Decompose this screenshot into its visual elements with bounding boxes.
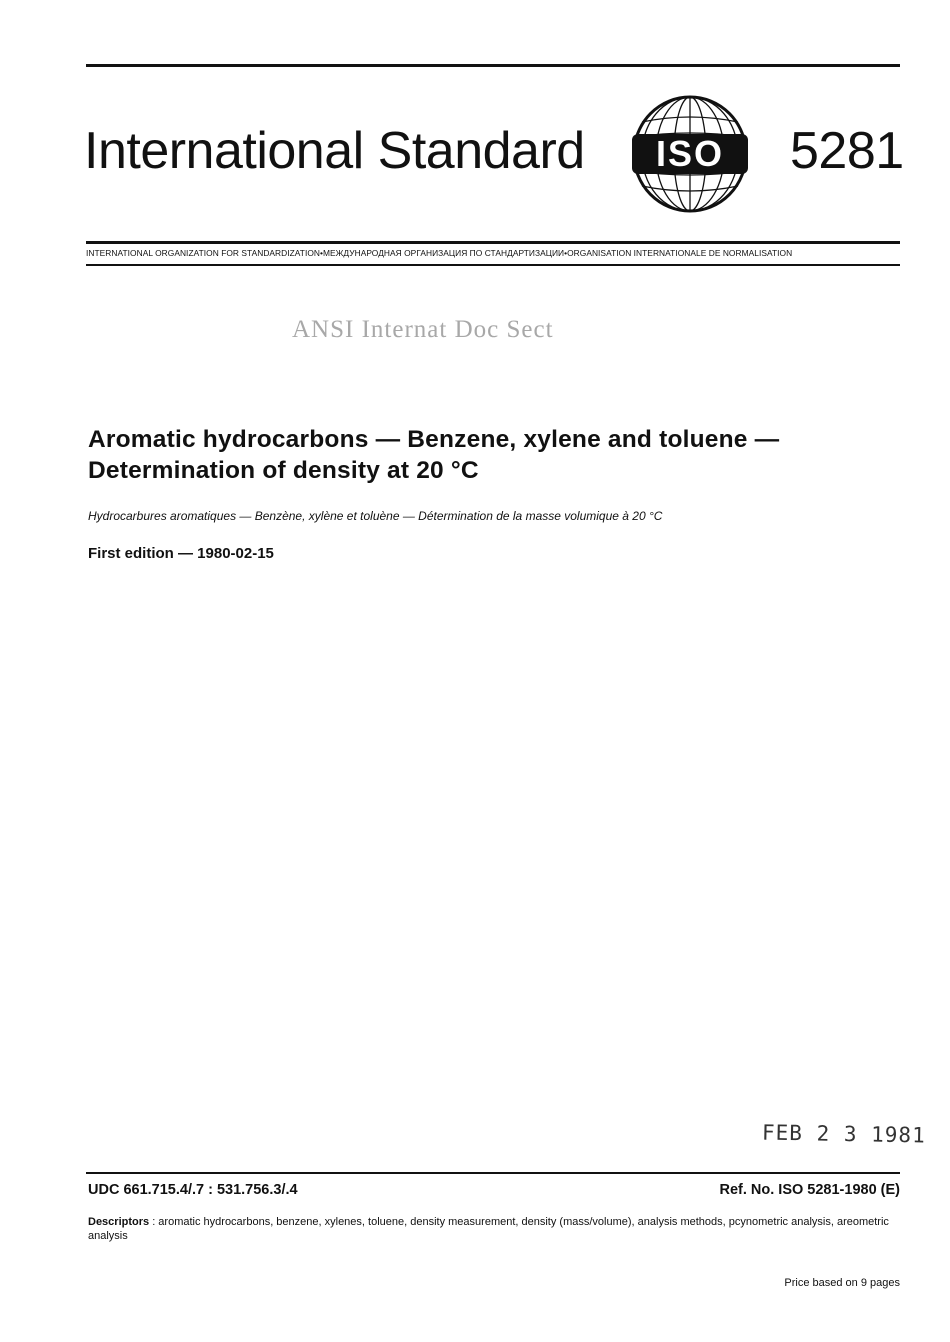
document-type-heading: International Standard [84, 122, 585, 180]
top-rule [86, 64, 900, 67]
udc-code: UDC 661.715.4/.7 : 531.756.3/.4 [88, 1182, 298, 1198]
iso-logo [620, 92, 760, 216]
ansi-stamp: ANSI Internat Doc Sect [292, 316, 554, 343]
received-date-stamp: FEB 2 3 1981 [761, 1120, 926, 1148]
title-line-2: Determination of density at 20 °C [88, 457, 479, 484]
descriptors-label: Descriptors [88, 1216, 150, 1228]
iso-logo-text: ISO [655, 133, 725, 174]
standard-number: 5281 [790, 122, 904, 180]
org-bottom-rule [86, 264, 900, 266]
edition-info: First edition — 1980-02-15 [88, 545, 274, 562]
footer-rule [86, 1172, 900, 1174]
title-line-1: Aromatic hydrocarbons — Benzene, xylene and toluene — [88, 426, 780, 453]
document-title [88, 424, 900, 486]
price-note: Price based on 9 pages [784, 1277, 900, 1289]
descriptors-text: : aromatic hydrocarbons, benzene, xylenes, toluene, density measurement, density (mass/volume), analysis methods, pcynometric analysis, areometric analysis [88, 1216, 889, 1242]
org-top-rule [86, 241, 900, 244]
descriptors [88, 1215, 900, 1243]
organization-names: INTERNATIONAL ORGANIZATION FOR STANDARDIZATION•МЕЖДУНАРОДНАЯ ОРГАНИЗАЦИЯ ПО СТАНДАРТИЗАЦИИ•ORGANISATION INTERNATIONALE DE NORMALISATION [86, 248, 793, 258]
french-subtitle: Hydrocarbures aromatiques — Benzène, xylène et toluène — Détermination de la masse volumique à 20 °C [88, 509, 663, 523]
reference-number: Ref. No. ISO 5281-1980 (E) [719, 1182, 900, 1198]
